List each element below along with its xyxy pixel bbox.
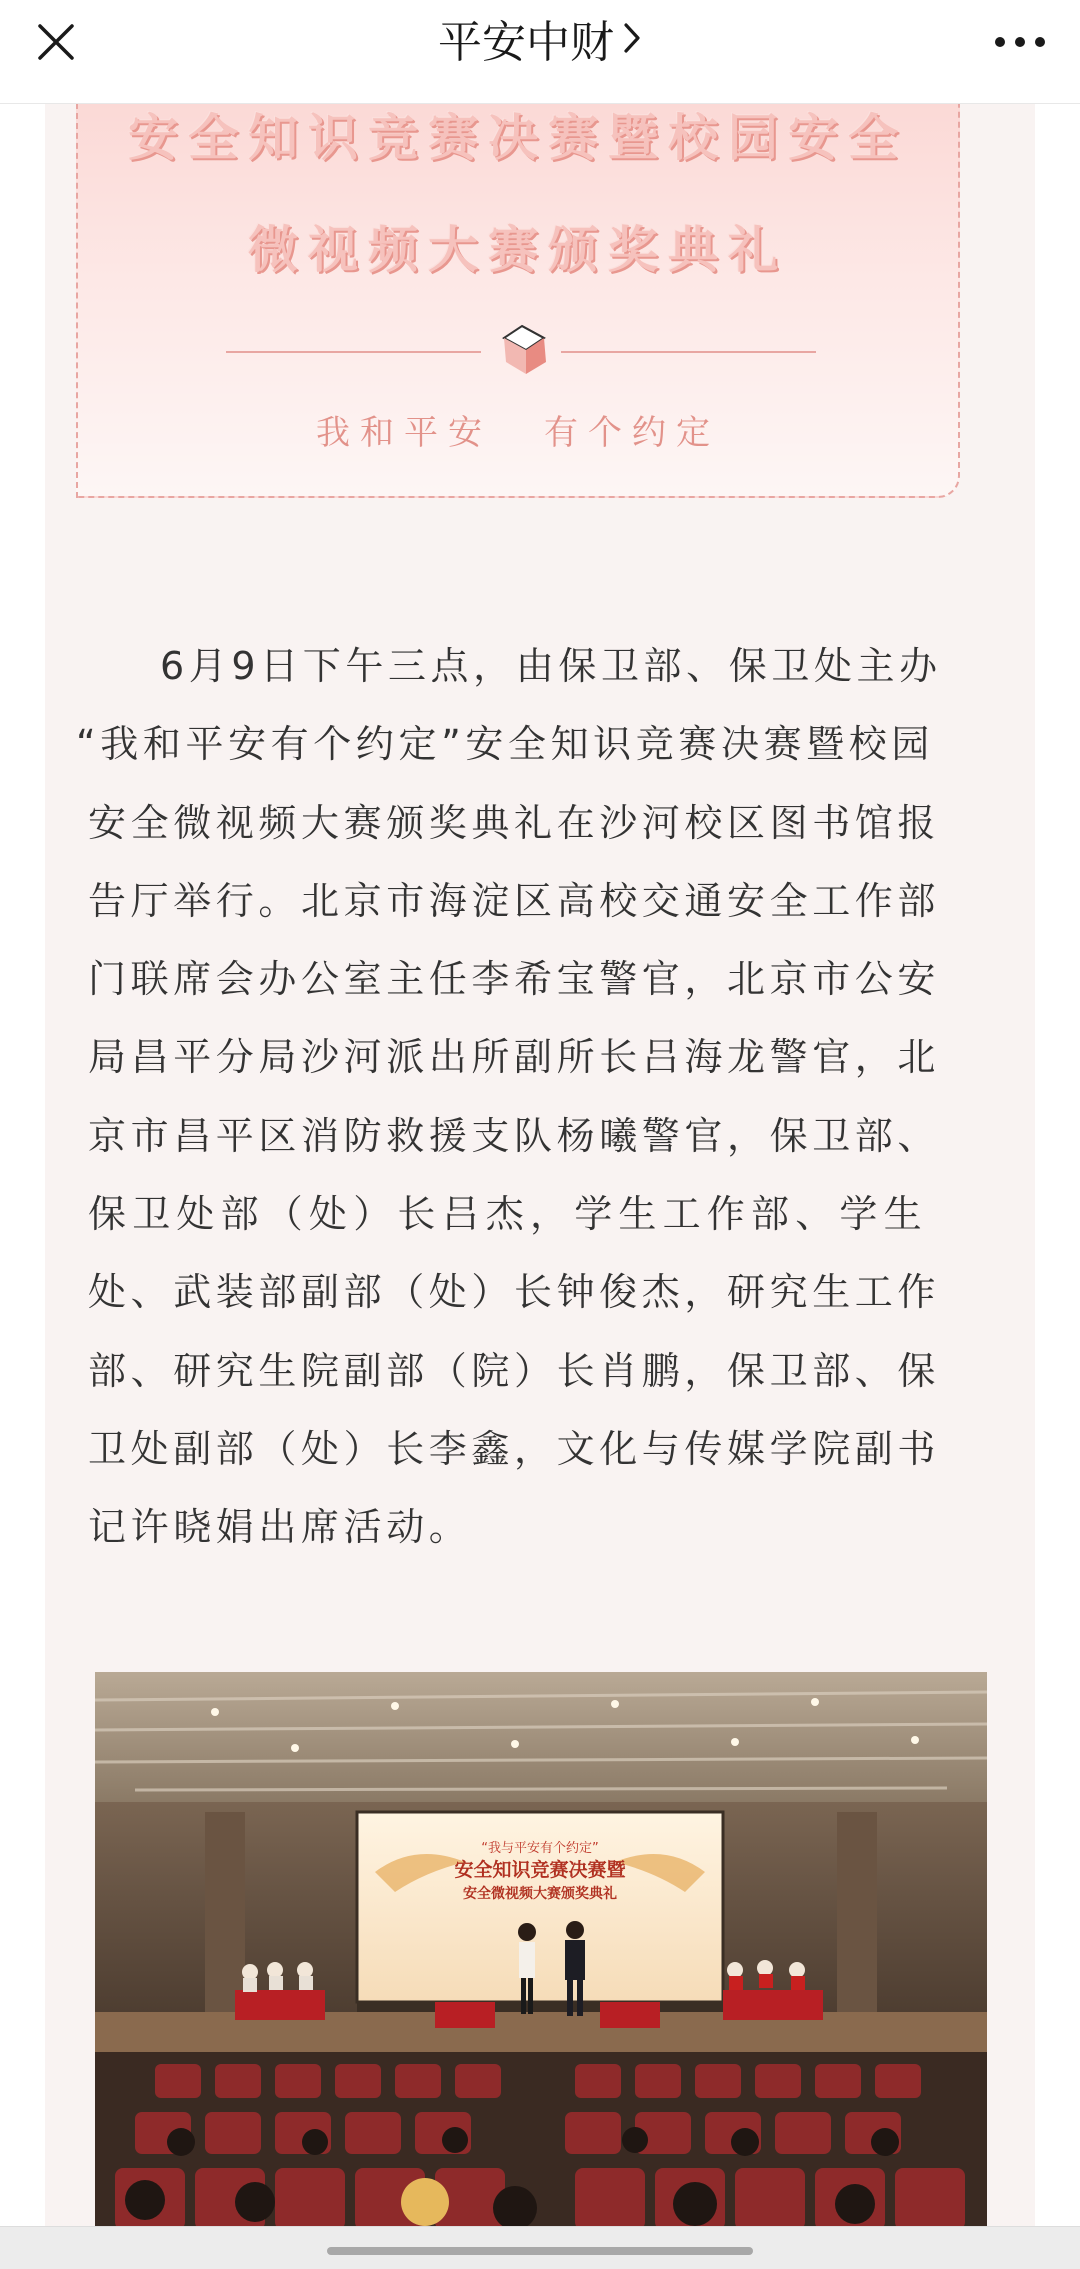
account-name: 平安中财 [438,17,614,68]
paragraph-line: 保卫处部（处）长吕杰，学生工作部、学生 [88,1192,928,1237]
paragraph-line: 处、武装部副部（处）长钟俊杰，研究生工作 [88,1270,941,1315]
paragraph-line: 告厅举行。北京市海淀区高校交通安全工作部 [88,878,941,923]
event-photo[interactable] [95,1672,987,2230]
paragraph-line: 京市昌平区消防救援支队杨曦警官，保卫部、 [88,1113,941,1158]
more-dots-icon [994,36,1046,48]
top-navigation-bar [0,0,1080,104]
screen-line1: “我与平安有个约定” [481,1841,599,1856]
article-paragraph [76,627,988,1567]
paragraph-line: 6月9日下午三点，由保卫部、保卫处主办 [160,644,942,688]
tagline-part1: 我和平安 [316,413,492,453]
home-indicator[interactable] [327,2247,753,2255]
paragraph-line: 记许晓娟出席活动。 [88,1505,472,1550]
paragraph-line: 卫处副部（处）长李鑫，文化与传媒学院副书 [88,1426,941,1471]
close-icon [34,20,78,64]
more-options-button[interactable] [988,10,1052,74]
tagline-part2: 有个约定 [544,413,720,453]
paragraph-line: 安全微视频大赛颁奖典礼在沙河校区图书馆报 [88,800,941,845]
banner-title-line2: 微视频大赛颁奖典礼 [248,221,788,279]
banner-tagline [78,405,958,454]
paragraph-line: “我和平安有个约定”安全知识竞赛决赛暨校园 [76,722,934,767]
account-name-link[interactable] [340,0,740,76]
paragraph-line: 部、研究生院副部（院）长肖鹏，保卫部、保 [88,1348,941,1393]
bottom-toolbar [0,2226,1080,2269]
chevron-right-icon [622,21,642,55]
paragraph-line: 局昌平分局沙河派出所副所长吕海龙警官，北 [88,1035,941,1080]
event-banner [76,103,960,498]
screen-line3: 安全微视频大赛颁奖典礼 [463,1886,617,1902]
close-button[interactable] [24,10,88,74]
banner-title-line1: 安全知识竞赛决赛暨校园安全 [128,109,908,167]
banner-divider [226,318,816,378]
paragraph-line: 门联席会办公室主任李希宝警官，北京市公安 [88,957,941,1002]
cube-icon [504,326,546,374]
screen-line2: 安全知识竞赛决赛暨 [454,1859,626,1881]
